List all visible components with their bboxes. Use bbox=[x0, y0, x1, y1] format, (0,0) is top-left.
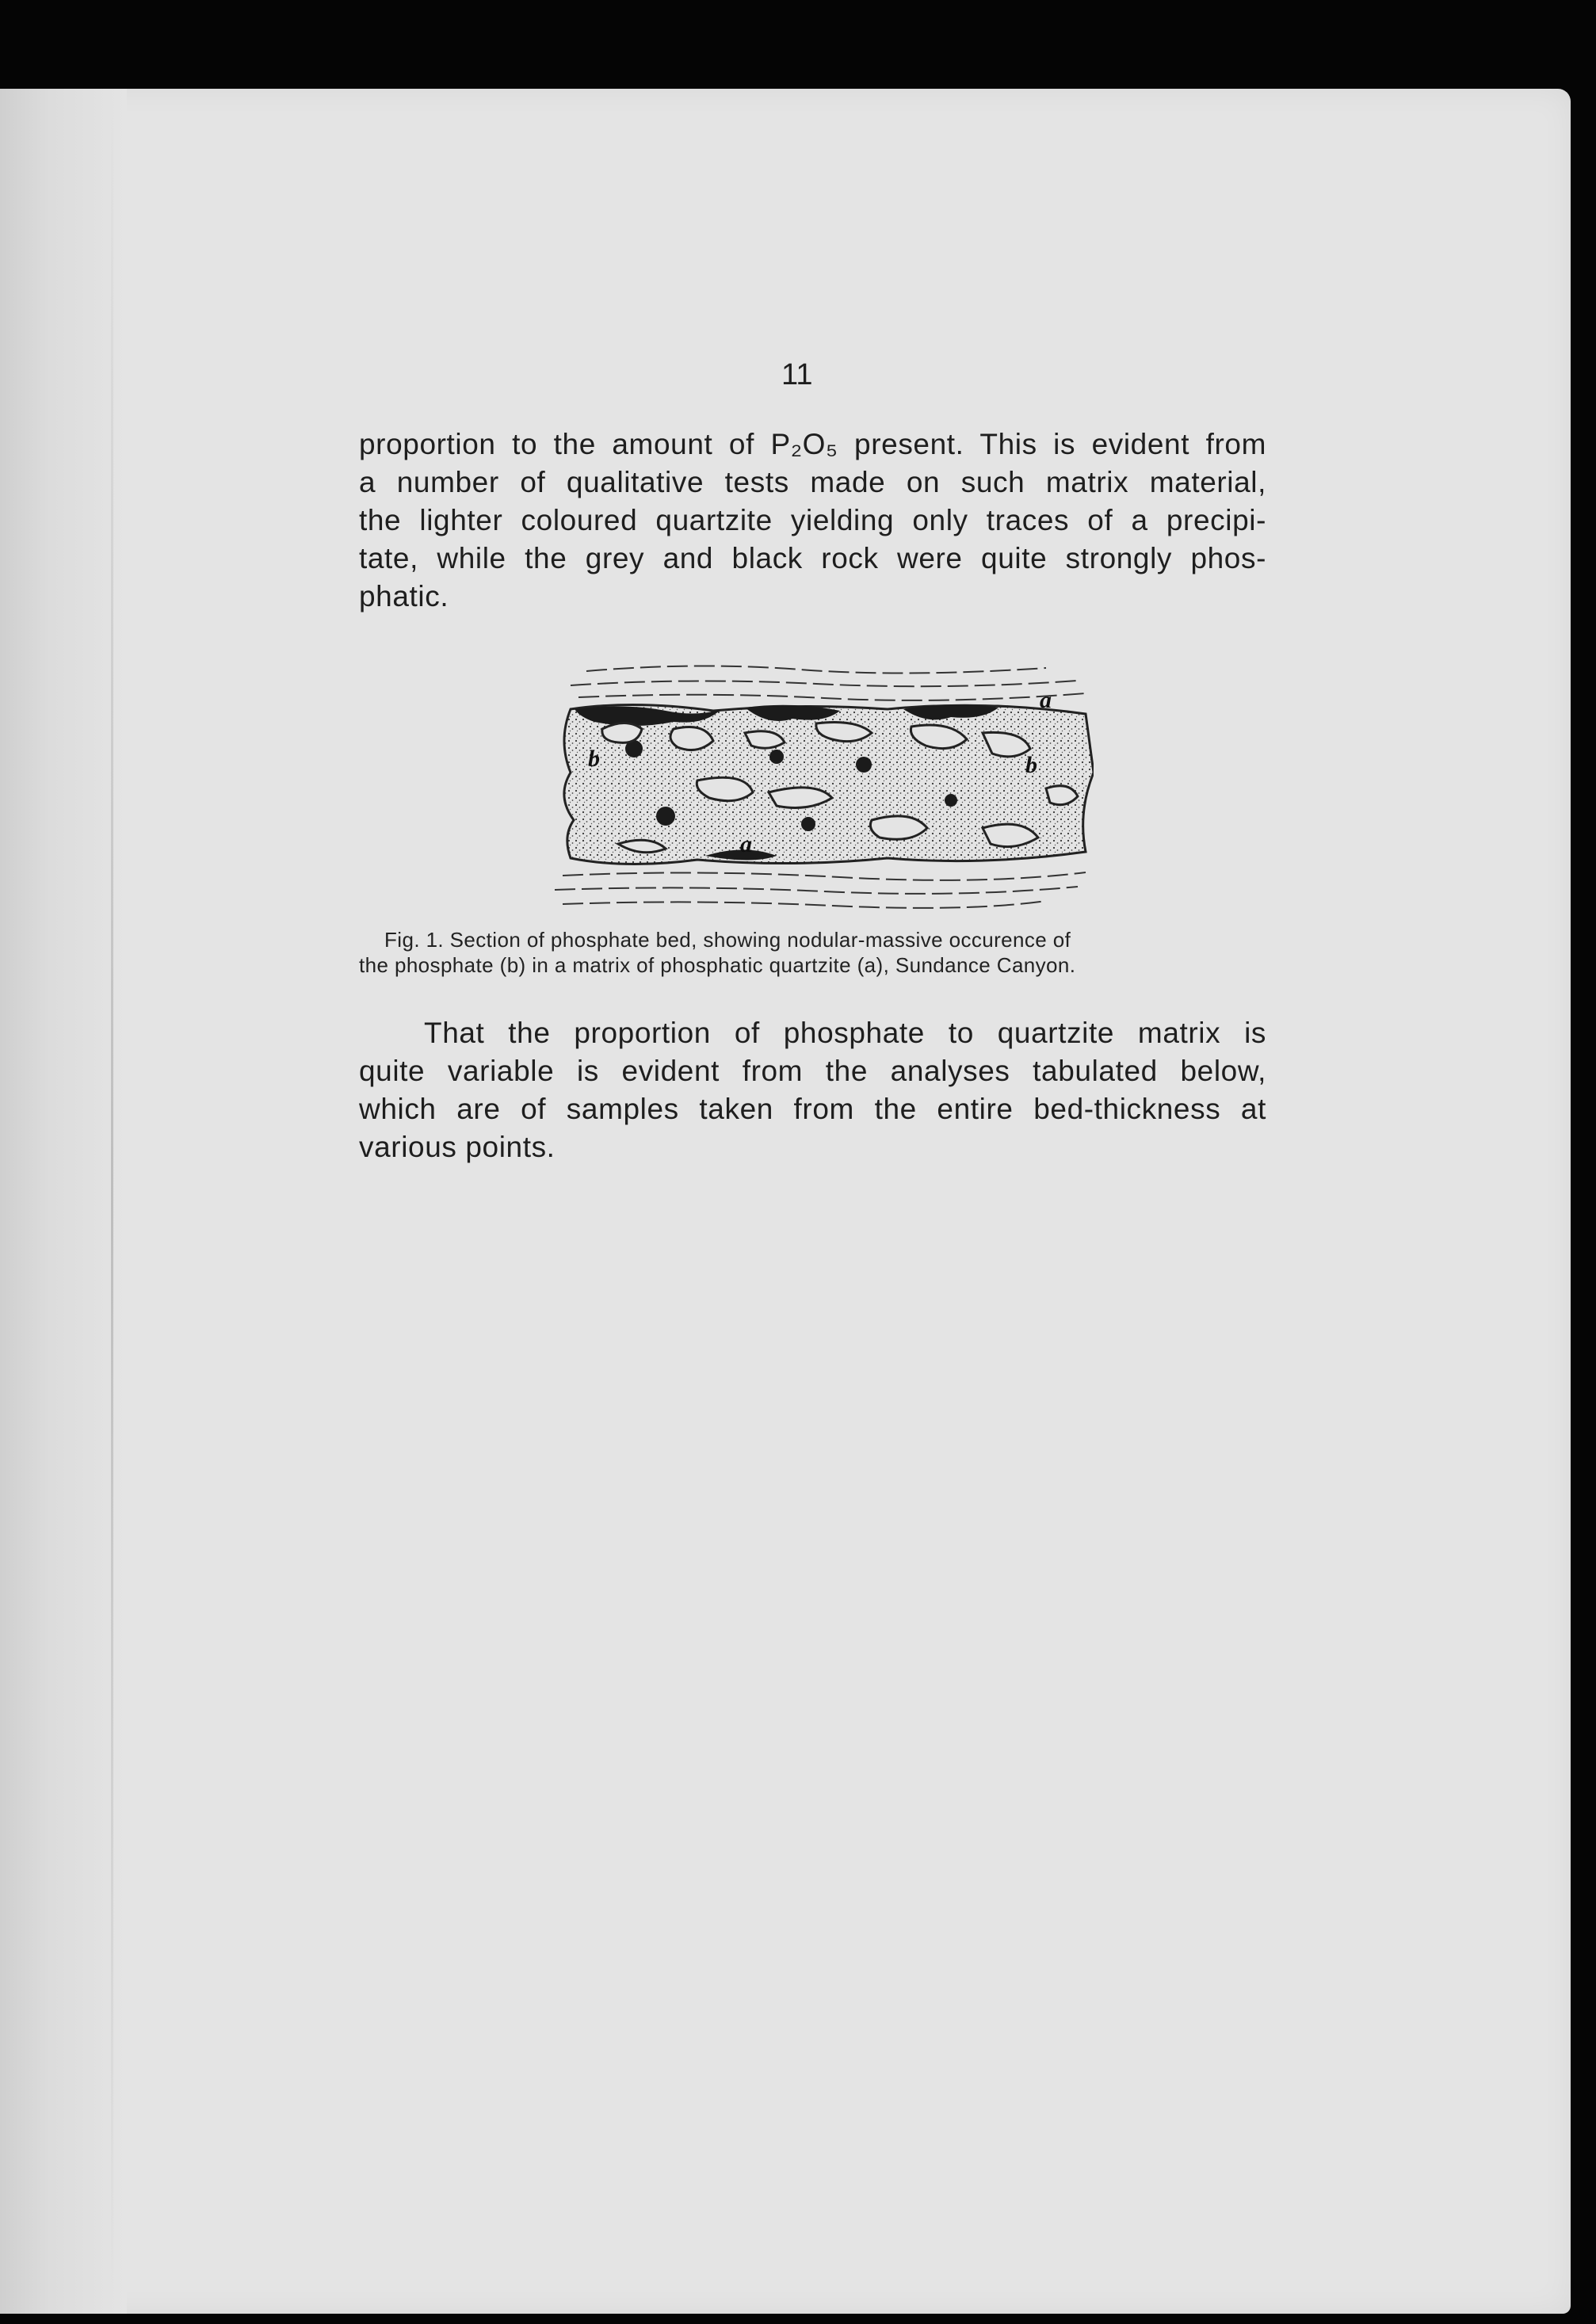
paragraph-2-line: quite variable is evident from the analyses tabulated below, bbox=[359, 1055, 1266, 1087]
paragraph-1-line: the lighter coloured quartzite yielding only traces of a precipi- bbox=[359, 504, 1266, 536]
caption-line: the phosphate (b) in a matrix of phosphatic quartzite (a), Sundance Canyon. bbox=[359, 953, 1076, 977]
caption-line: Fig. 1. Section of phosphate bed, showing nodular-massive occurence of bbox=[384, 928, 1071, 952]
page-number: 11 bbox=[781, 358, 813, 391]
paragraph-2-line: That the proportion of phosphate to quartzite matrix is bbox=[424, 1017, 1266, 1049]
paragraph-1-line: a number of qualitative tests made on such matrix material, bbox=[359, 466, 1266, 498]
paragraph-1-line: phatic. bbox=[359, 580, 449, 612]
paragraph-1 bbox=[359, 425, 1266, 616]
figure-label-b-left: b bbox=[588, 746, 600, 772]
figure-label-b-right: b bbox=[1025, 752, 1037, 778]
page-gutter-shadow bbox=[0, 89, 127, 2314]
phosphate-bed-illustration bbox=[539, 654, 1094, 917]
paragraph-2-line: various points. bbox=[359, 1131, 556, 1163]
paragraph-1-line: proportion to the amount of P₂O₅ present. This is evident from bbox=[359, 428, 1266, 460]
lower-strata-lines bbox=[555, 872, 1086, 908]
binding-crease bbox=[111, 95, 113, 2306]
figure-label-a-bottom: a bbox=[740, 831, 752, 857]
paragraph-2-line: which are of samples taken from the entire bed-thickness at bbox=[359, 1093, 1266, 1125]
phosphate-bed-figure bbox=[539, 654, 1094, 917]
book-page bbox=[0, 89, 1571, 2314]
paragraph-1-line: tate, while the grey and black rock were quite strongly phos- bbox=[359, 542, 1266, 574]
figure-label-a-top: a bbox=[1040, 687, 1052, 713]
figure-caption bbox=[359, 927, 1266, 978]
paragraph-2 bbox=[359, 1014, 1266, 1166]
upper-strata-lines bbox=[571, 666, 1086, 700]
